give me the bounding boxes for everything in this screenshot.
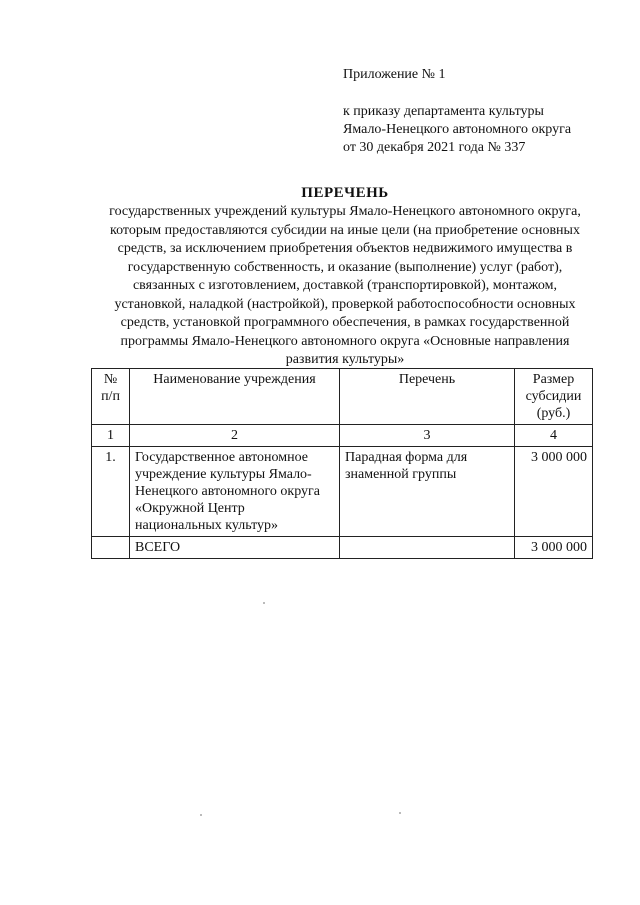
subtitle-line: государственную собственность, и оказание (выполнение) услуг (работ), (127, 259, 563, 275)
subtitle-line: связанных с изготовлением, доставкой (транспортировкой), монтажом, (132, 278, 558, 293)
subtitle-line: которым предоставляются субсидии на иные цели (на приобретение основных (110, 222, 580, 238)
column-number: 1 (92, 425, 130, 447)
subtitle-line: установкой, наладкой (настройкой), проверкой работоспособности основных (114, 296, 576, 312)
row-name-line: «Окружной Центр (135, 501, 245, 516)
row-name-line: национальных культур» (135, 518, 279, 533)
column-number: 2 (130, 425, 340, 447)
subtitle-line: программы Ямало-Ненецкого автономного округа «Основные направления (120, 333, 570, 349)
subtitle-line: средств, установкой программного обеспечения, в рамках государственной (120, 315, 570, 330)
row-list-line: знаменной группы (345, 467, 457, 482)
total-empty-cell (340, 537, 515, 559)
total-label: ВСЕГО (130, 537, 340, 559)
row-name-line: Ненецкого автономного округа (135, 484, 320, 499)
header-list: Перечень (340, 369, 515, 425)
scan-speck (399, 812, 401, 814)
row-list (340, 447, 515, 537)
header-num-line: № (103, 372, 118, 387)
header-num (92, 369, 130, 425)
row-name (130, 447, 340, 537)
order-line: к приказу департамента культуры (343, 104, 544, 119)
header-num-line: п/п (101, 389, 120, 404)
column-number: 3 (340, 425, 515, 447)
order-reference (343, 103, 613, 157)
subtitle-line: государственных учреждений культуры Ямало-Ненецкого автономного округа, (109, 204, 581, 219)
table-header-row (92, 369, 593, 425)
total-empty-cell (92, 537, 130, 559)
row-num: 1. (92, 447, 130, 537)
header-amount-line: (руб.) (536, 406, 571, 421)
order-line: Ямало-Ненецкого автономного округа (343, 122, 572, 137)
header-amount-line: Размер (532, 372, 575, 387)
row-name-line: Государственное автономное (135, 450, 309, 465)
header-name: Наименование учреждения (130, 369, 340, 425)
table-row (92, 447, 593, 537)
column-number: 4 (515, 425, 593, 447)
scan-speck (200, 814, 202, 816)
header-amount (515, 369, 593, 425)
subtitle-line: средств, за исключением приобретения объектов недвижимого имущества в (117, 241, 573, 256)
institutions-table (91, 368, 593, 559)
row-list-line: Парадная форма для (345, 450, 468, 465)
row-amount: 3 000 000 (515, 447, 593, 537)
row-name-line: учреждение культуры Ямало- (135, 467, 312, 482)
order-line: от 30 декабря 2021 года № 337 (343, 140, 526, 155)
column-number-row (92, 425, 593, 447)
subtitle-line: развития культуры» (285, 352, 405, 367)
scan-speck (263, 602, 265, 604)
appendix-label: Приложение № 1 (343, 67, 446, 82)
total-amount: 3 000 000 (515, 537, 593, 559)
document-title: ПЕРЕЧЕНЬ (301, 185, 389, 201)
header-amount-line: субсидии (525, 389, 582, 404)
total-row (92, 537, 593, 559)
document-subtitle (80, 203, 610, 370)
